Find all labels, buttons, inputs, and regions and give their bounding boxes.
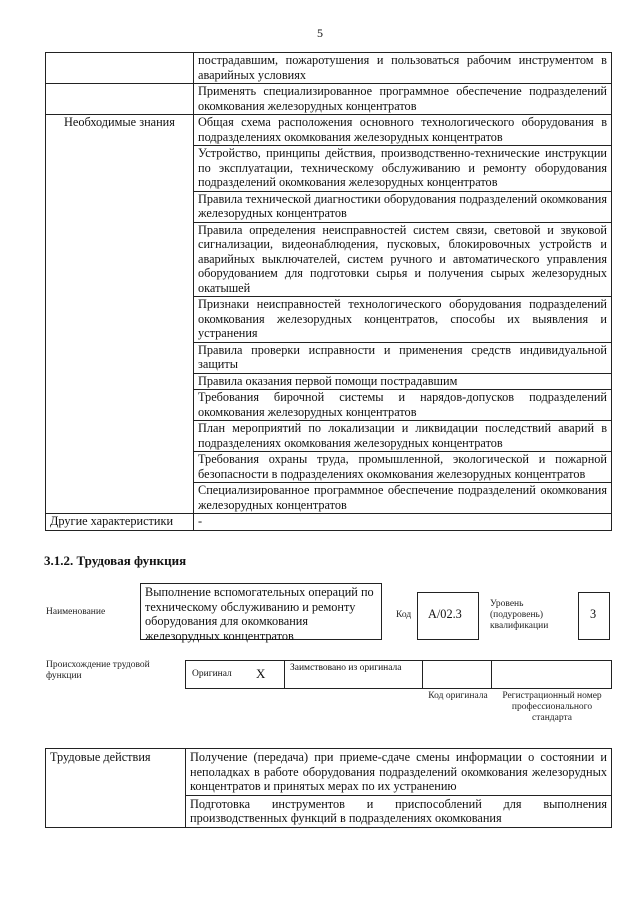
reg-number-cell	[491, 660, 612, 689]
borrowed-cell	[284, 660, 423, 689]
knowledge-table	[45, 52, 612, 531]
knowledge-cell: Специализированное программное обеспечение подразделений окомкования железорудных концентратов	[194, 483, 612, 514]
actions-table	[45, 748, 612, 828]
table-row	[46, 514, 612, 531]
code-value: А/02.3	[417, 592, 479, 640]
knowledge-cell: Общая схема расположения основного технологического оборудования в подразделениях окомкования железорудных концентратов	[194, 115, 612, 146]
name-value: Выполнение вспомогательных операций по техническому обслуживанию и ремонту оборудования для окомкования железорудных концентратов	[140, 583, 382, 640]
table-row	[46, 84, 612, 115]
knowledge-cell: Требования бирочной системы и нарядов-допусков подразделений окомкования железорудных концентратов	[194, 390, 612, 421]
knowledge-cell: План мероприятий по локализации и ликвидации последствий аварий в подразделениях окомкования железорудных концентратов	[194, 421, 612, 452]
other-label: Другие характеристики	[46, 514, 194, 531]
knowledge-cell: Признаки неисправностей технологического оборудования подразделений окомкования железорудных концентратов, способы их выявления и устранения	[194, 297, 612, 343]
table-row	[46, 749, 612, 796]
action-cell: Получение (передача) при приеме-сдаче смены информации о состоянии и неполадках в работе оборудования подразделений окомкования железорудных концентратов и принятых мерах по их устранению	[186, 749, 612, 796]
code-label: Код	[396, 610, 412, 620]
page-number: 5	[317, 26, 323, 40]
level-label: Уровень (подуровень) квалификации	[490, 599, 549, 631]
origin-label: Происхождение трудовой функции	[46, 660, 150, 681]
original-mark: X	[256, 666, 266, 681]
table-row	[46, 53, 612, 84]
empty-cell	[46, 53, 194, 84]
knowledge-label: Необходимые знания	[46, 115, 194, 514]
name-label: Наименование	[46, 607, 106, 617]
table-row	[46, 115, 612, 146]
section-title: 3.1.2. Трудовая функция	[44, 553, 187, 568]
reg-number-label: Регистрационный номер профессионального стандарта	[502, 691, 602, 723]
knowledge-cell: Правила технической диагностики оборудования подразделений окомкования железорудных концентратов	[194, 191, 612, 222]
orig-code-cell	[422, 660, 492, 689]
knowledge-cell: Правила проверки исправности и применения средств индивидуальной защиты	[194, 342, 612, 373]
knowledge-cell: Требования охраны труда, промышленной, экологической и пожарной безопасности в подразделениях окомкования железорудных концентратов	[194, 452, 612, 483]
original-label: Оригинал	[192, 669, 232, 679]
skill-cell: Применять специализированное программное обеспечение подразделений окомкования железорудных концентратов	[194, 84, 612, 115]
knowledge-cell: Правила оказания первой помощи пострадавшим	[194, 373, 612, 390]
skill-cell: пострадавшим, пожаротушения и пользоваться рабочим инструментом в аварийных условиях	[194, 53, 612, 84]
borrowed-label: Заимствовано из оригинала	[290, 663, 402, 673]
knowledge-cell: Устройство, принципы действия, производственно-технические инструкции по эксплуатации, техническому обслуживанию и ремонту оборудования подразделений окомкования железорудных концентратов	[194, 146, 612, 192]
action-cell: Подготовка инструментов и приспособлений для выполнения производственных функций в подразделениях окомкования	[186, 795, 612, 827]
other-value: -	[194, 514, 612, 531]
original-cell	[185, 660, 285, 689]
actions-label: Трудовые действия	[46, 749, 186, 828]
knowledge-cell: Правила определения неисправностей систем связи, световой и звуковой сигнализации, видеонаблюдения, пусковых, блокировочных устройств и аварийных выключателей, систем ручного и автоматического управления оборудованием для подготовки сырья и получения сырых железорудных окатышей	[194, 222, 612, 297]
level-value: 3	[578, 592, 610, 640]
orig-code-label: Код оригинала	[428, 691, 488, 701]
empty-cell	[46, 84, 194, 115]
